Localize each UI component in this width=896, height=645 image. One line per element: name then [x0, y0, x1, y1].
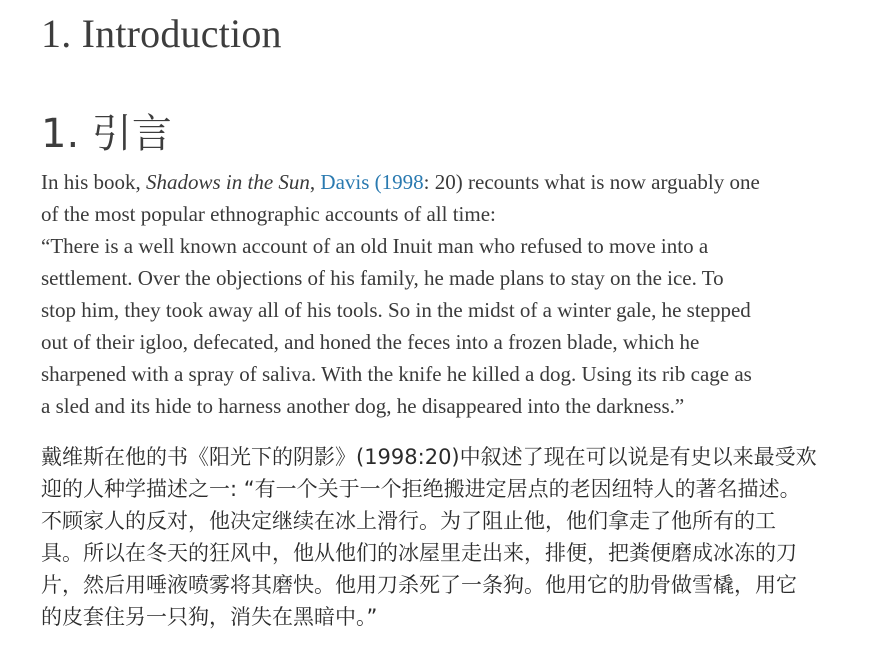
chinese-line: 戴维斯在他的书《阳光下的阴影》(1998:20)中叙述了现在可以说是有史以来最受欢: [41, 445, 817, 469]
intro-comma: ,: [309, 170, 321, 194]
quote-line: stop him, they took away all of his tools. So in the midst of a winter gale, he stepped: [41, 298, 751, 322]
quote-line: a sled and its hide to harness another dog, he disappeared into the darkness.”: [41, 394, 685, 418]
quote-line: sharpened with a spray of saliva. With the knife he killed a dog. Using its rib cage as: [41, 362, 752, 386]
citation-rest: : 20) recounts what is now arguably one: [423, 170, 760, 194]
quote-line: out of their igloo, defecated, and honed the feces into a frozen blade, which he: [41, 330, 700, 354]
book-title: Shadows in the Sun: [146, 170, 310, 194]
paragraph-english-line-2: of the most popular ethnographic accounts of all time:: [41, 202, 496, 226]
chinese-line: 片，然后用唾液喷雾将其磨快。他用刀杀死了一条狗。他用它的肋骨做雪橇，用它: [41, 573, 797, 597]
intro-text: In his book,: [41, 170, 146, 194]
paragraph-english: [41, 166, 861, 422]
paragraph-english-line-1: [41, 166, 861, 198]
quote-line: settlement. Over the objections of his family, he made plans to stay on the ice. To: [41, 266, 724, 290]
heading-english: 1. Introduction: [41, 11, 282, 56]
chinese-line: 的皮套住另一只狗，消失在黑暗中。”: [41, 605, 378, 629]
chinese-line: 不顾家人的反对，他决定继续在冰上滑行。为了阻止他，他们拿走了他所有的工: [41, 509, 776, 533]
chinese-line: 迎的人种学描述之一: “有一个关于一个拒绝搬进定居点的老因纽特人的著名描述。: [41, 477, 801, 501]
heading-chinese: 1. 引言: [41, 111, 172, 157]
paragraph-chinese: [41, 441, 856, 633]
quote-line: “There is a well known account of an old Inuit man who refused to move into a: [41, 234, 709, 258]
citation-link[interactable]: Davis (1998: [320, 170, 424, 194]
chinese-line: 具。所以在冬天的狂风中，他从他们的冰屋里走出来，排便，把粪便磨成冰冻的刀: [41, 541, 797, 565]
